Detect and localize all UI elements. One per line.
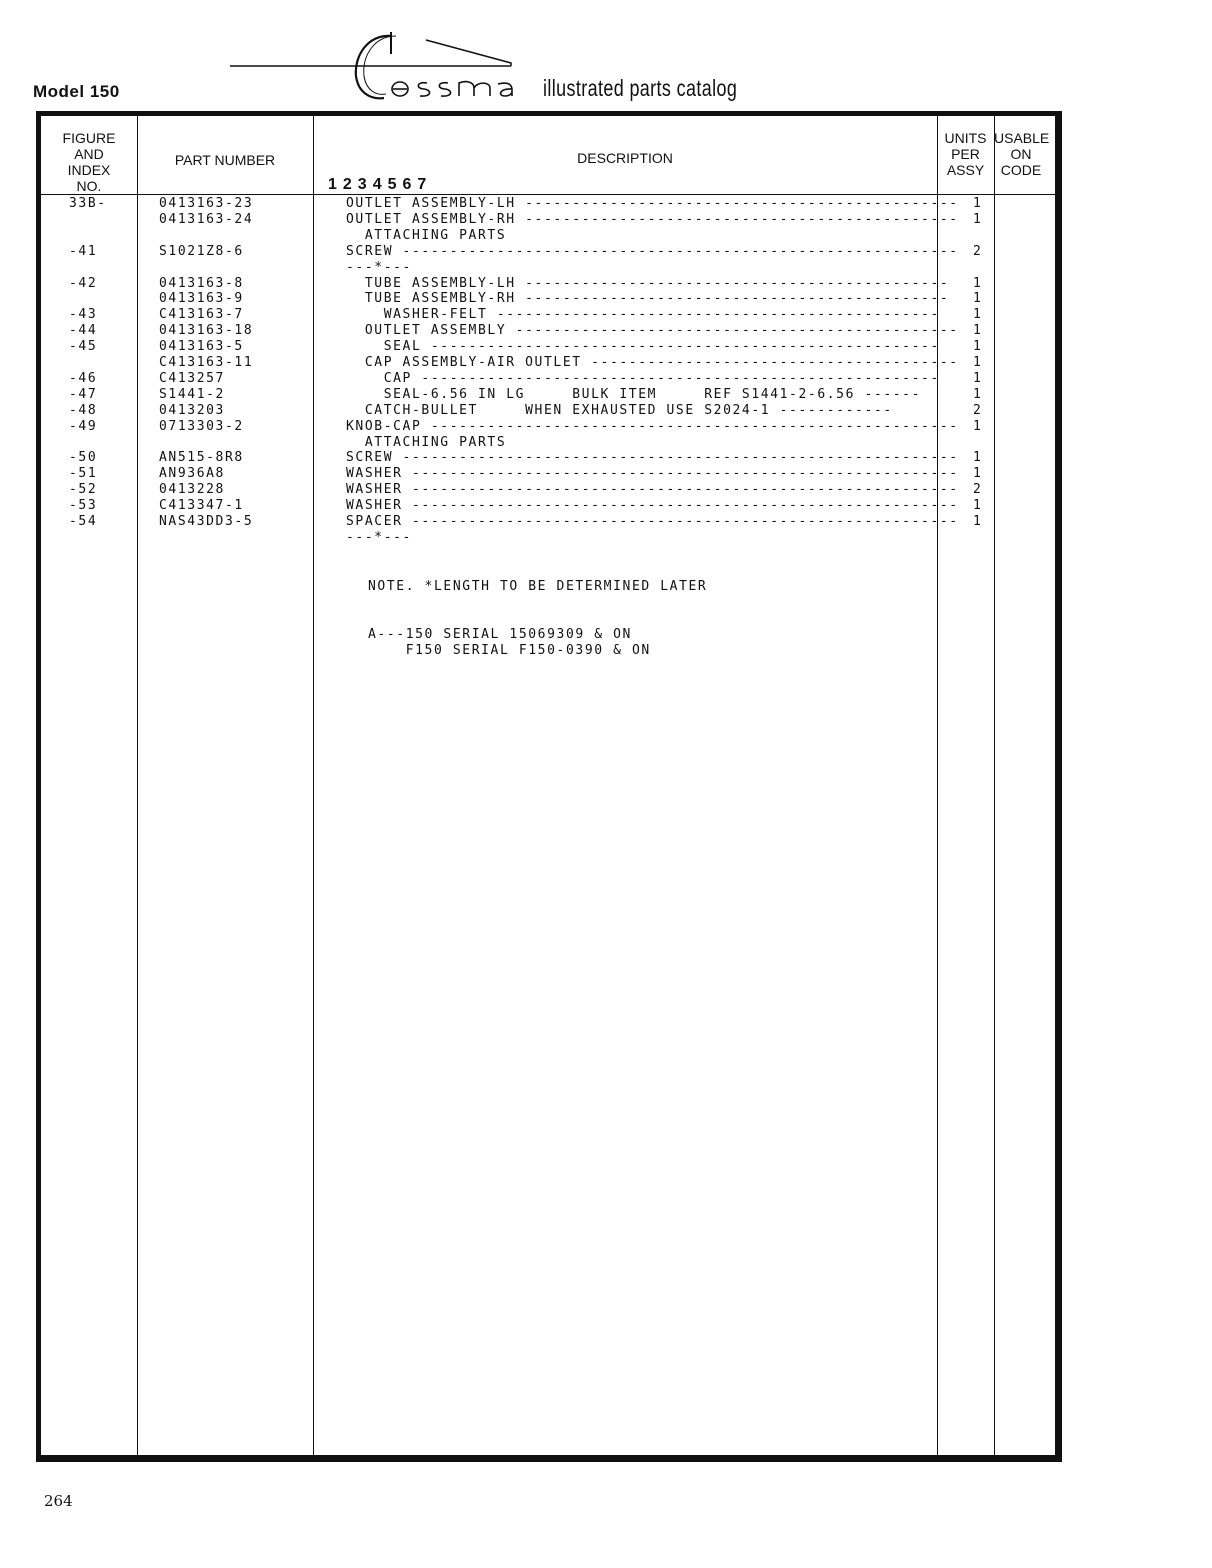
row-desc: SCREW ----------------------------------------------------------- (346, 243, 959, 259)
header-line: DESCRIPTION (577, 150, 673, 166)
row-desc: CAP ------------------------------------------------------- (346, 370, 940, 386)
row-units: 2 (973, 243, 983, 259)
parts-table (36, 111, 1062, 1462)
row-index: -45 (69, 339, 98, 355)
row-part: 0413163-5 (159, 339, 244, 355)
header-line: NO. (76, 178, 102, 194)
catalog-title: illustrated parts catalog (543, 75, 738, 101)
row-units: 1 (973, 370, 983, 386)
row-desc: SEAL ------------------------------------------------------ (346, 339, 940, 355)
row-desc: ATTACHING PARTS (346, 434, 507, 450)
indent-column-numbers: 1234567 (328, 176, 433, 193)
header-line: FIGURE (62, 130, 116, 146)
row-desc: CAP ASSEMBLY-AIR OUTLET --------------------------------------- (346, 355, 959, 370)
usable-on-code-header (994, 130, 1048, 178)
row-units: 1 (973, 514, 983, 529)
row-index: -50 (69, 450, 98, 466)
row-units: 1 (973, 466, 983, 482)
column-divider (137, 116, 138, 1455)
row-units: 1 (973, 418, 983, 434)
row-units: 1 (973, 450, 983, 466)
row-part: C413257 (159, 370, 225, 386)
column-divider (313, 116, 314, 1455)
row-units: 1 (973, 386, 983, 402)
header-rule (41, 194, 1055, 195)
column-divider (994, 116, 995, 1455)
row-index: -43 (69, 307, 98, 323)
row-units: 1 (973, 339, 983, 355)
row-desc: SCREW ----------------------------------------------------------- (346, 450, 959, 466)
row-desc: SPACER ---------------------------------------------------------- (346, 514, 959, 529)
row-part: C413163-11 (159, 355, 254, 370)
row-desc: WASHER ---------------------------------------------------------- (346, 482, 959, 498)
header-line: ASSY (946, 162, 985, 178)
row-desc: ---*--- (346, 259, 412, 275)
row-desc: ---*--- (346, 529, 412, 545)
row-desc: CATCH-BULLET WHEN EXHAUSTED USE S2024-1 ------------ (346, 402, 893, 418)
cessna-logo (228, 26, 748, 108)
row-units: 1 (973, 291, 983, 307)
row-index: -54 (69, 514, 98, 529)
page-number: 264 (44, 1492, 73, 1510)
header-line: AND (74, 146, 104, 162)
row-part: 0413163-8 (159, 275, 244, 291)
header-line: ON (1010, 146, 1032, 162)
header-line: PART NUMBER (174, 152, 276, 168)
row-units: 1 (973, 196, 983, 211)
header-line: CODE (1000, 162, 1042, 178)
row-part: AN936A8 (159, 466, 225, 482)
row-desc: OUTLET ASSEMBLY-LH ---------------------------------------------- (346, 196, 959, 211)
row-part: C413347-1 (159, 498, 244, 514)
row-desc: OUTLET ASSEMBLY-RH ---------------------------------------------- (346, 211, 959, 227)
row-units: 2 (973, 402, 983, 418)
figure-index-header (41, 130, 137, 194)
row-desc: TUBE ASSEMBLY-RH --------------------------------------------- (346, 291, 950, 307)
row-index: -49 (69, 418, 98, 434)
row-index: -52 (69, 482, 98, 498)
header-line: PER (951, 146, 980, 162)
row-index: -42 (69, 275, 98, 291)
row-part: 0413163-23 (159, 196, 254, 211)
row-units: 1 (973, 355, 983, 370)
row-index: 33B- (69, 196, 107, 211)
row-part: 0413228 (159, 482, 225, 498)
row-desc: OUTLET ASSEMBLY ----------------------------------------------- (346, 323, 959, 339)
row-units: 1 (973, 323, 983, 339)
row-desc: TUBE ASSEMBLY-LH --------------------------------------------- (346, 275, 950, 291)
row-desc: WASHER-FELT ----------------------------------------------- (346, 307, 940, 323)
row-index: -46 (69, 370, 98, 386)
row-index: -44 (69, 323, 98, 339)
row-units: 1 (973, 211, 983, 227)
row-part: S1021Z8-6 (159, 243, 244, 259)
row-part: NAS43DD3-5 (159, 514, 254, 529)
row-units: 1 (973, 307, 983, 323)
header-line: UNITS (944, 130, 987, 146)
row-part: AN515-8R8 (159, 450, 244, 466)
header-line: INDEX (67, 162, 111, 178)
row-part: 0713303-2 (159, 418, 244, 434)
row-index: -41 (69, 243, 98, 259)
model-label: Model 150 (33, 82, 120, 101)
row-units: 1 (973, 498, 983, 514)
row-part: C413163-7 (159, 307, 244, 323)
row-desc: ATTACHING PARTS (346, 227, 507, 243)
row-part: 0413203 (159, 402, 225, 418)
units-per-assy-header (937, 130, 994, 178)
row-desc: SEAL-6.56 IN LG BULK ITEM REF S1441-2-6.56 ------ (346, 386, 922, 402)
row-part: S1441-2 (159, 386, 225, 402)
row-desc: WASHER ---------------------------------------------------------- (346, 498, 959, 514)
row-desc: WASHER ---------------------------------------------------------- (346, 466, 959, 482)
row-index: -48 (69, 402, 98, 418)
serial-effectivity-b: F150 SERIAL F150-0390 & ON (368, 643, 651, 658)
serial-effectivity-a: A---150 SERIAL 15069309 & ON (368, 627, 632, 642)
row-part: 0413163-24 (159, 211, 254, 227)
row-part: 0413163-18 (159, 323, 254, 339)
row-index: -51 (69, 466, 98, 482)
part-number-header (137, 152, 313, 168)
row-units: 1 (973, 275, 983, 291)
row-index: -53 (69, 498, 98, 514)
header-line: USABLE (994, 130, 1050, 146)
row-desc: KNOB-CAP -------------------------------------------------------- (346, 418, 959, 434)
row-index: -47 (69, 386, 98, 402)
row-part: 0413163-9 (159, 291, 244, 307)
description-header (313, 150, 937, 166)
length-note: NOTE. *LENGTH TO BE DETERMINED LATER (368, 579, 708, 594)
row-units: 2 (973, 482, 983, 498)
